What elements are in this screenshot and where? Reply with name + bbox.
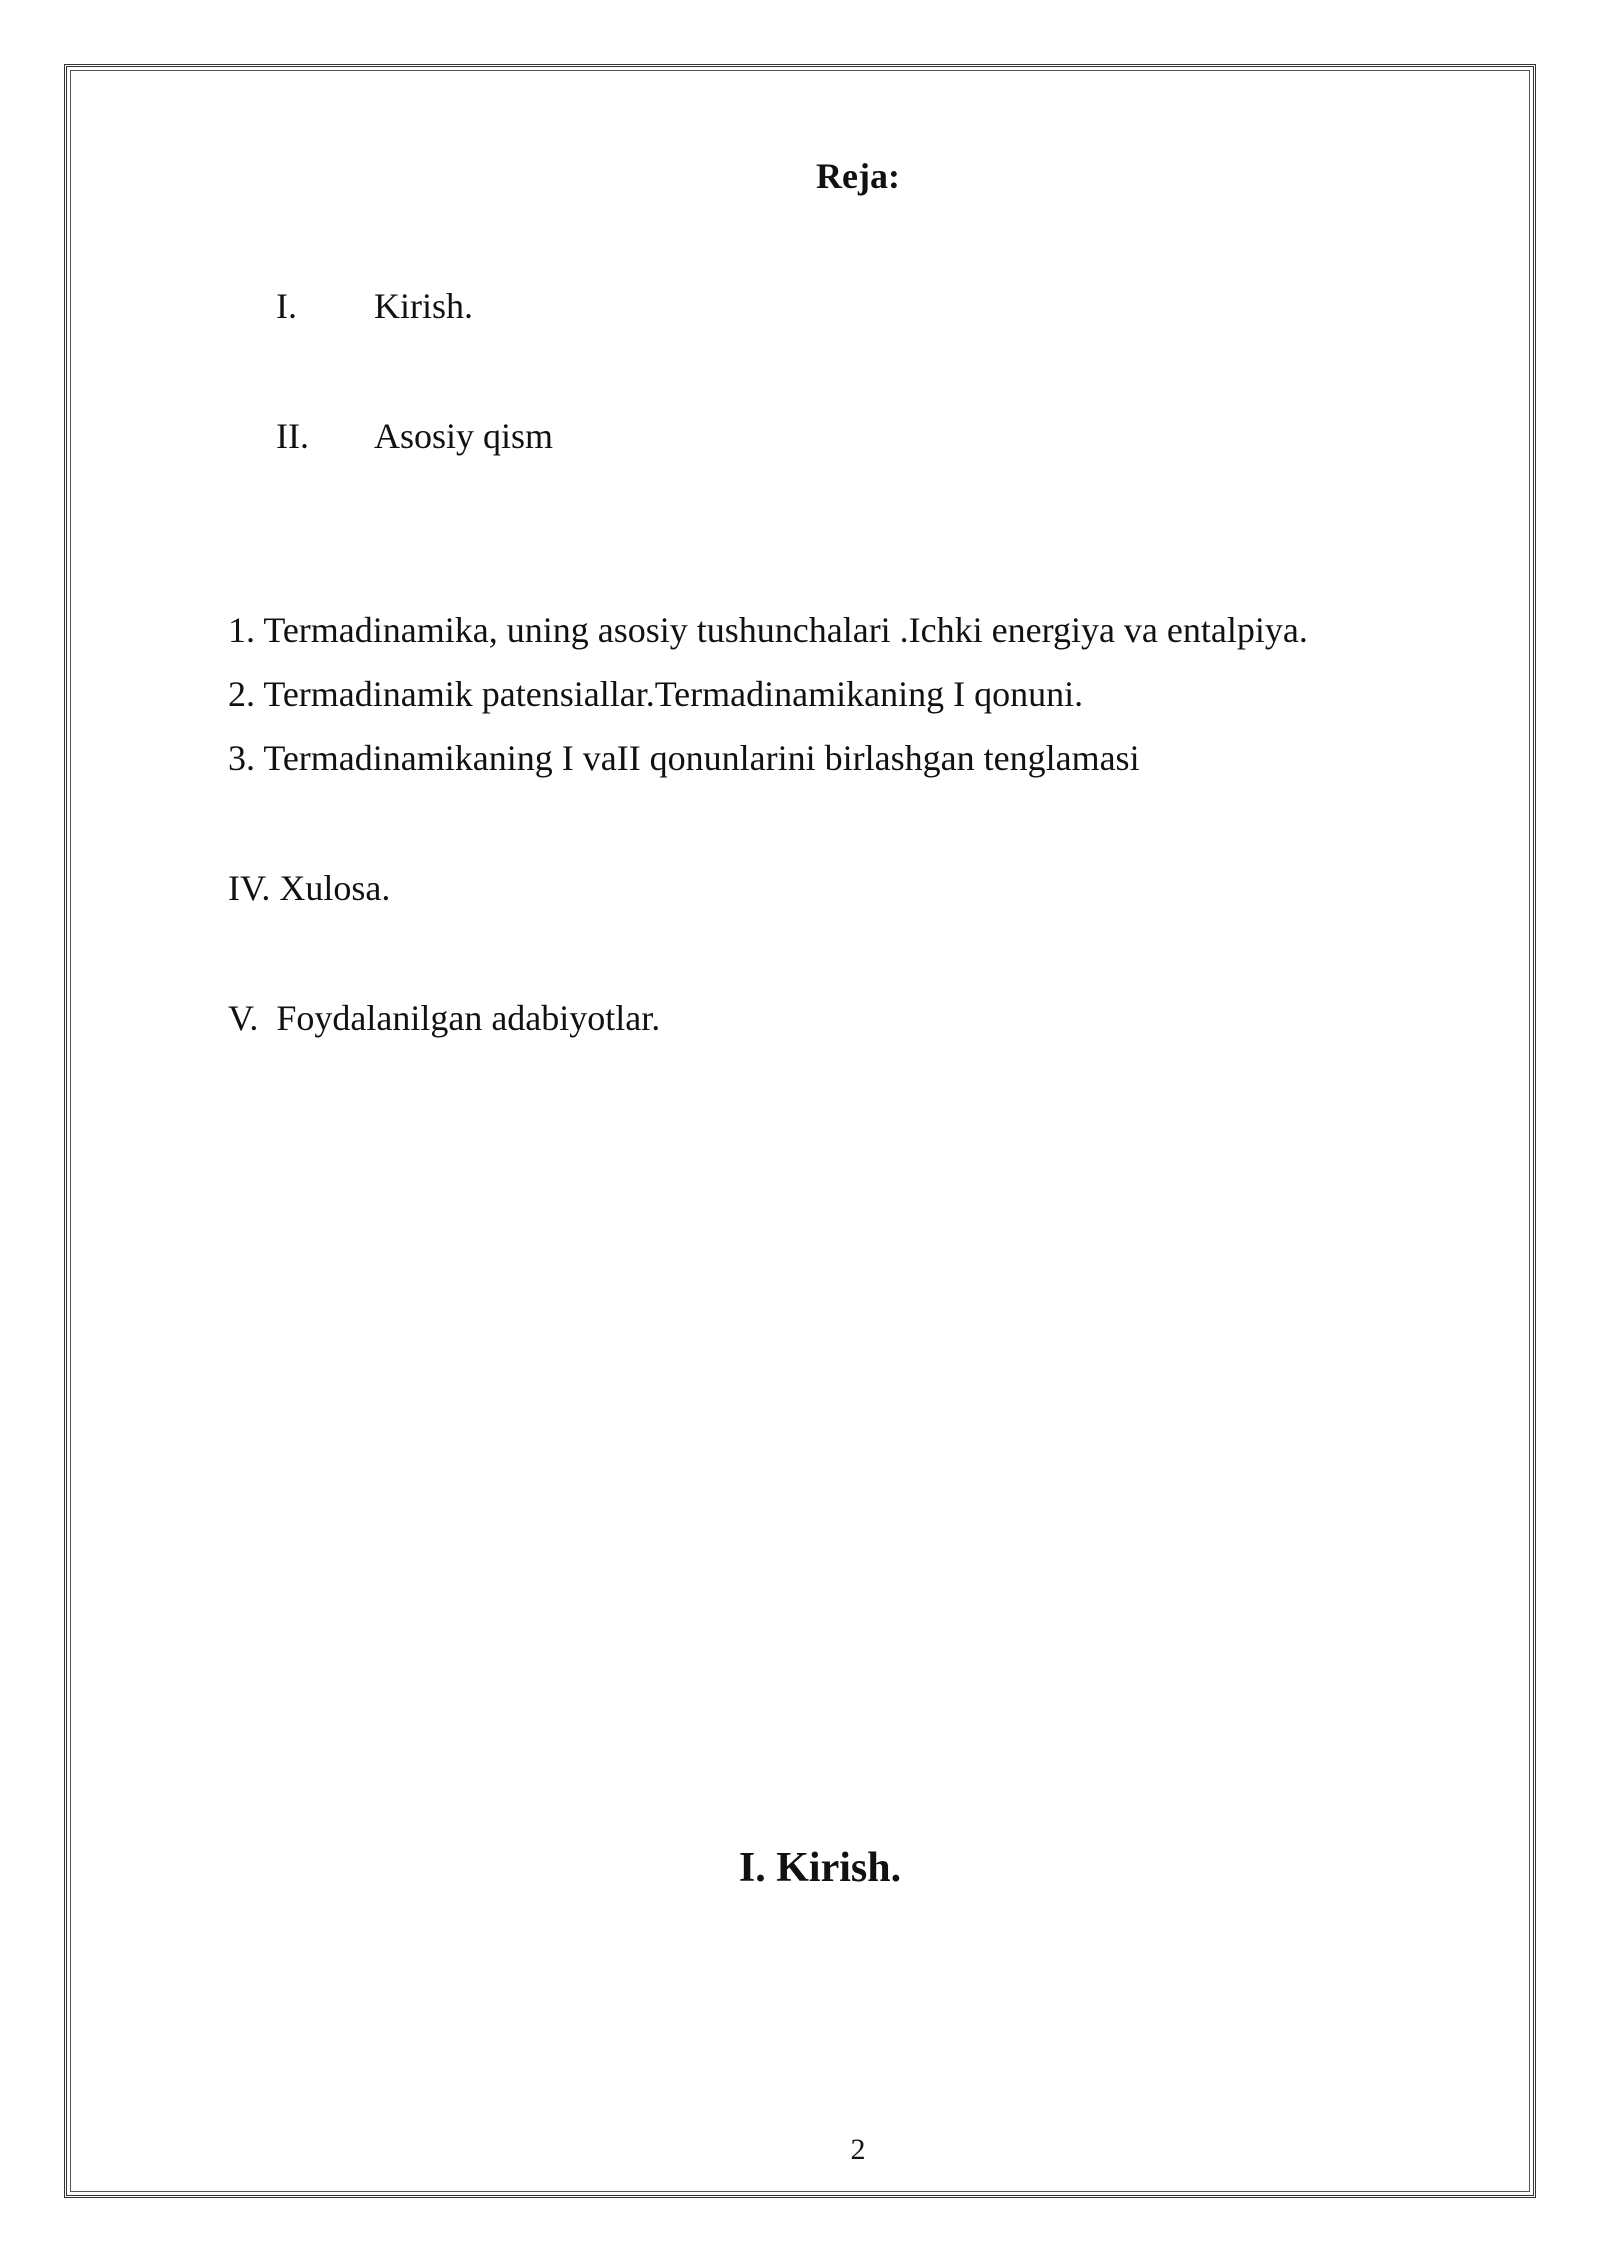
page-number: 2 — [850, 2133, 866, 2166]
outline-item-kirish — [276, 280, 473, 332]
subitem-1: 1. Termadinamika, uning asosiy tushunchalari .Ichki energiya va entalpiya. — [228, 610, 1308, 650]
outline-item-number: II. — [276, 416, 309, 456]
page-title: Reja: — [816, 156, 900, 196]
outline-item-number: I. — [276, 286, 297, 326]
outline-item-label: Asosiy qism — [374, 416, 554, 456]
outline-item-asosiy-qism — [276, 410, 553, 462]
section-xulosa: IV. Xulosa. — [228, 868, 391, 908]
section-heading-kirish: I. Kirish. — [738, 1845, 902, 1891]
outline-item-label: Kirish. — [374, 286, 473, 326]
subitem-2: 2. Termadinamik patensiallar.Termadinamikaning I qonuni. — [228, 674, 1084, 714]
subitem-3: 3. Termadinamikaning I vaII qonunlarini birlashgan tenglamasi — [228, 738, 1140, 778]
section-adabiyotlar: V. Foydalanilgan adabiyotlar. — [228, 998, 661, 1038]
